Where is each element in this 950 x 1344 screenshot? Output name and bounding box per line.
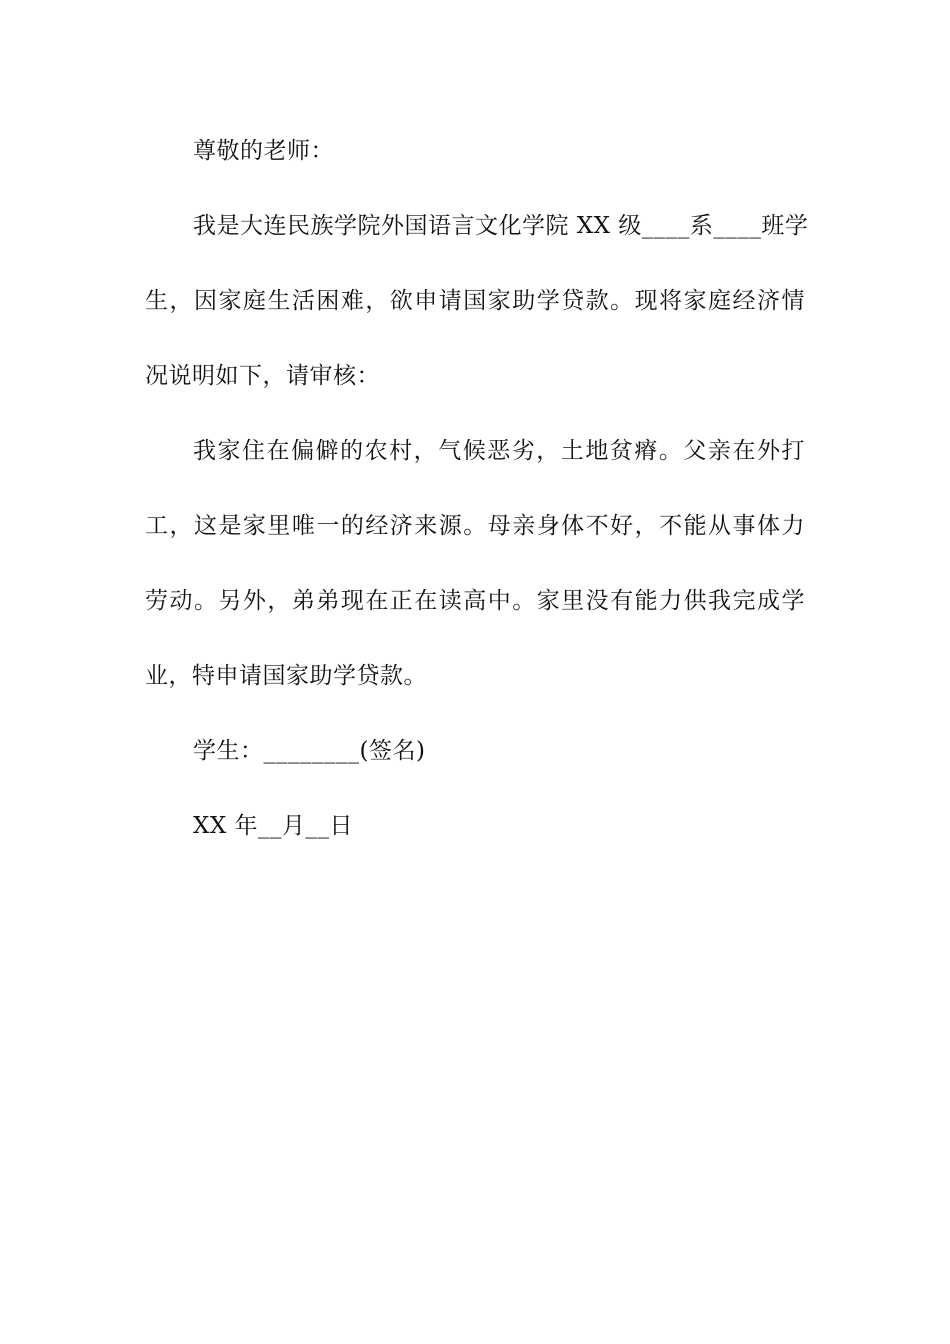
- paragraph-2-line-2: 工，这是家里唯一的经济来源。母亲身体不好，不能从事体力: [145, 513, 805, 539]
- paragraph-1-line-3: 况说明如下，请审核：: [145, 363, 380, 389]
- salutation: 尊敬的老师：: [193, 138, 334, 164]
- paragraph-1-line-1: 我是大连民族学院外国语言文化学院 XX 级____系____班学: [193, 213, 809, 239]
- paragraph-1-line-2: 生，因家庭生活困难，欲申请国家助学贷款。现将家庭经济情: [145, 288, 805, 314]
- paragraph-2-line-1: 我家住在偏僻的农村，气候恶劣，土地贫瘠。父亲在外打: [193, 438, 805, 464]
- paragraph-2-line-3: 劳动。另外，弟弟现在正在读高中。家里没有能力供我完成学: [145, 588, 805, 614]
- signature-line: 学生：________(签名): [193, 738, 426, 764]
- paragraph-2-line-4: 业，特申请国家助学贷款。: [145, 663, 427, 689]
- date-line: XX 年__月__日: [193, 813, 354, 839]
